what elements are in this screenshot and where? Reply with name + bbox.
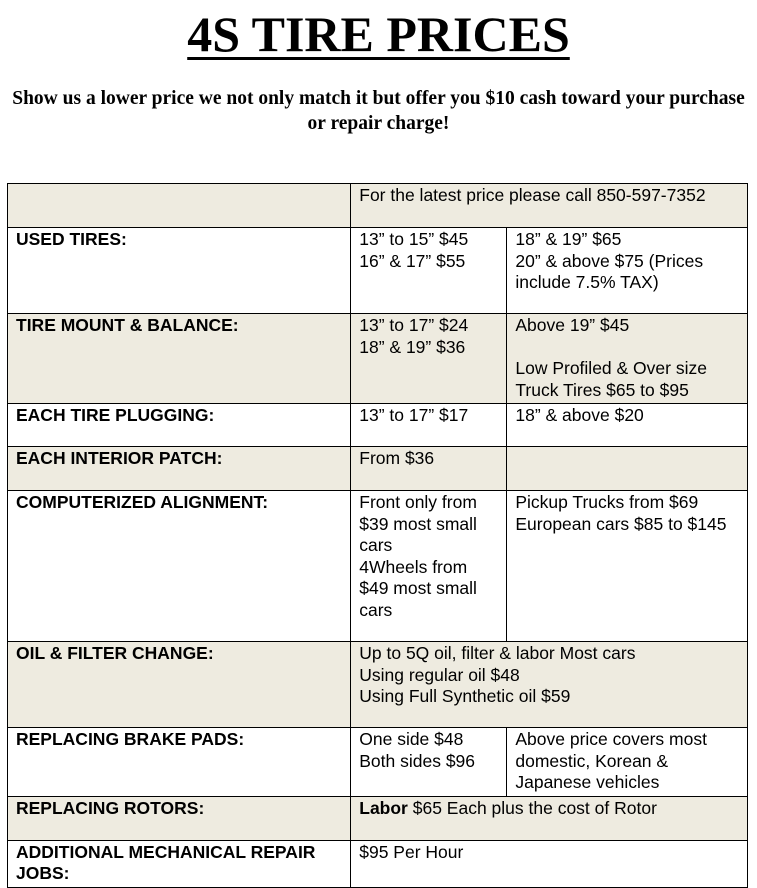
row-label-interior-patch: EACH INTERIOR PATCH: [8,447,351,491]
price-table [7,183,748,888]
brake-pads-col2: Above price covers most domestic, Korean & Japanese vehicles [507,728,748,797]
price-line: European cars $85 to $145 [515,513,727,534]
oil-change-details [351,642,748,728]
brake-pads-col1 [351,728,507,797]
mechanical-price: $95 Per Hour [351,840,748,887]
price-line: 16” & 17” $55 [359,250,466,271]
row-label-mount-balance: TIRE MOUNT & BALANCE: [8,314,351,404]
used-tires-col1 [351,228,507,314]
table-row [8,184,748,228]
price-line: 18” & 19” $65 [515,229,622,249]
price-line: 4Wheels from $49 most small cars [359,556,477,620]
row-label-mechanical: ADDITIONAL MECHANICAL REPAIR JOBS: [8,840,351,887]
empty-cell [8,184,351,228]
promo-subtitle: Show us a lower price we not only match it but offer you $10 cash toward your purchase or repair charge! [12,88,745,134]
price-line: Up to 5Q oil, filter & labor Most cars [359,643,636,663]
price-line: Using regular oil $48 [359,664,520,685]
row-label-used-tires: USED TIRES: [8,228,351,314]
interior-patch-col1: From $36 [351,447,507,491]
rotors-details [351,796,748,840]
used-tires-col2 [507,228,748,314]
plugging-col1: 13” to 17” $17 [351,404,507,447]
page-title [0,6,757,62]
price-line: Both sides $96 [359,750,476,771]
row-label-alignment: COMPUTERIZED ALIGNMENT: [8,491,351,642]
price-line: 20” & above $75 (Prices include 7.5% TAX) [515,250,704,292]
row-label-brake-pads: REPLACING BRAKE PADS: [8,728,351,797]
table-row [8,491,748,642]
price-line: 18” & 19” $36 [359,336,466,357]
table-row [8,840,748,887]
table-row [8,642,748,728]
row-label-oil-change: OIL & FILTER CHANGE: [8,642,351,728]
alignment-col2 [507,491,748,642]
table-row [8,314,748,404]
rotors-price: $65 Each plus the cost of Rotor [407,797,657,818]
price-line: Pickup Trucks from $69 [515,492,699,512]
empty-cell [507,447,748,491]
table-row [8,228,748,314]
labor-word: Labor [359,797,408,818]
price-line: Above 19” $45 [515,315,630,335]
mount-balance-col2 [507,314,748,404]
price-line: 13” to 17” $24 [359,315,469,335]
plugging-col2: 18” & above $20 [507,404,748,447]
price-line: Low Profiled & Over size Truck Tires $65 to $95 [515,358,707,400]
price-line: Using Full Synthetic oil $59 [359,686,571,706]
mount-balance-col1 [351,314,507,404]
price-line: Front only from $39 most small cars [359,492,477,555]
contact-note: For the latest price please call 850-597-7352 [351,184,748,228]
table-row [8,728,748,797]
price-line: One side $48 [359,729,464,749]
table-row [8,404,748,447]
price-line: 13” to 15” $45 [359,229,469,249]
alignment-col1 [351,491,507,642]
row-label-plugging: EACH TIRE PLUGGING: [8,404,351,447]
row-label-rotors: REPLACING ROTORS: [8,796,351,840]
table-row [8,447,748,491]
page-title-text: 4S TIRE PRICES [187,6,570,62]
table-row [8,796,748,840]
